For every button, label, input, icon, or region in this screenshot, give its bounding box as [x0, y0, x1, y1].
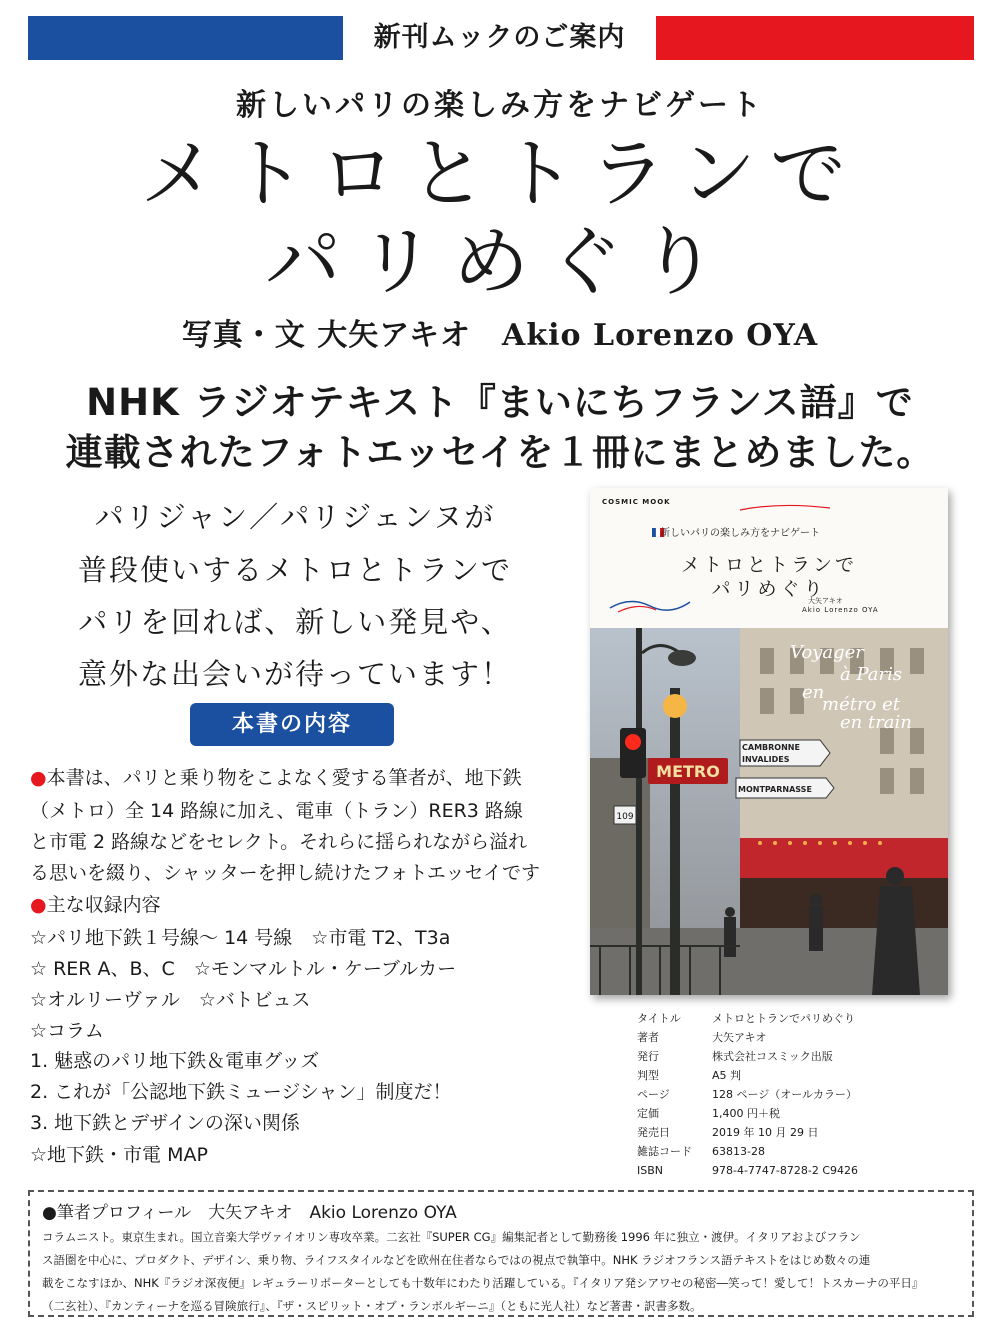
intro-line: パリジャン／パリジェンヌが: [94, 500, 496, 534]
contents-item: 2. これが「公認地下鉄ミュージシャン」制度だ！: [30, 1081, 452, 1103]
cover-script-text: en train: [840, 712, 912, 733]
contents-item: ☆オルリーヴァル ☆バトビュス: [30, 989, 311, 1011]
bullet-icon: ●: [30, 894, 47, 916]
direction-sign-text: CAMBRONNE: [742, 743, 800, 752]
header-blue-bar: [28, 16, 343, 60]
contents-item: ☆コラム: [30, 1020, 104, 1042]
book-cover: [590, 488, 948, 995]
cover-author: 大矢アキオ: [808, 597, 843, 605]
cafe-awning: [740, 838, 948, 878]
intro-line: 普段使いするメトロとトランで: [77, 553, 512, 587]
ribbon-decoration: [740, 505, 830, 510]
cover-script-text: en: [802, 682, 825, 703]
intro-line: パリを回れば、新しい発見や、: [78, 605, 512, 639]
cover-title-1: メトロとトランで: [680, 554, 857, 576]
pedestrian: [872, 886, 920, 995]
contents-item: ☆パリ地下鉄１号線〜 14 号線 ☆市電 T2、T3a: [30, 927, 451, 949]
announcement: 新刊ムックのご案内: [373, 22, 626, 53]
number-sign-text: 109: [616, 812, 634, 822]
flag-icon: [652, 528, 656, 537]
header-red-bar: [656, 16, 974, 60]
contents-item: 3. 地下鉄とデザインの深い関係: [30, 1112, 300, 1134]
profile-line: ス語圏を中心に、プロダクト、デザイン、乗り物、ライフスタイルなどを欧州在住者ならではの視点で執筆中。NHK ラジオフランス語テキストをはじめ数々の連: [42, 1253, 871, 1267]
profile-line: （二玄社）、『カンティーナを巡る冒険旅行』、『ザ・スピリット・オブ・ランボルギーニ』（ともに光人社）など著書・訳書多数。: [42, 1299, 702, 1313]
cover-brand: COSMIC MOOK: [602, 498, 671, 506]
tagline: 新しいパリの楽しみ方をナビゲート: [236, 88, 764, 123]
cover-script-text: à Paris: [840, 664, 903, 685]
contents-item: ☆ RER A、B、C ☆モンマルトル・ケーブルカー: [30, 958, 457, 980]
headline-line-1: NHK ラジオテキスト『まいにちフランス語』で: [86, 381, 914, 424]
title-line-2: パリめぐり: [265, 217, 735, 306]
title-line-1: メトロとトランで: [140, 129, 860, 218]
metro-sign-text: METRO: [656, 762, 720, 781]
headline-line-2: 連載されたフォトエッセイを１冊にまとめました。: [65, 431, 935, 474]
summary-line: ●本書は、パリと乗り物をこよなく愛する筆者が、地下鉄: [30, 767, 522, 789]
profile-line: コラムニスト。東京生まれ。国立音楽大学ヴァイオリン専攻卒業。二玄社『SUPER CG』編集記者として勤務後 1996 年に独立・渡伊。イタリアおよびフラン: [42, 1230, 861, 1244]
profile-heading: ●筆者プロフィール 大矢アキオ Akio Lorenzo OYA: [42, 1203, 457, 1223]
summary-line: （メトロ）全 14 路線に加え、電車（トラン）RER3 路線: [30, 800, 523, 822]
cover-author-en: Akio Lorenzo OYA: [802, 606, 879, 614]
contents-item: ☆地下鉄・市電 MAP: [30, 1144, 208, 1166]
direction-sign-text: INVALIDES: [742, 755, 790, 764]
author-credit: 写真・文 大矢アキオ Akio Lorenzo OYA: [181, 318, 819, 353]
lamp-light: [663, 694, 687, 718]
lamp-post: [636, 628, 642, 995]
cover-script-text: métro et: [822, 694, 901, 715]
cover-photo: [590, 628, 948, 995]
summary-line: る思いを綴り、シャッターを押し続けたフォトエッセイです: [30, 862, 540, 884]
bullet-icon: ●: [30, 767, 47, 789]
intro-line: 意外な出会いが待っています！: [77, 657, 512, 691]
cover-script-text: Voyager: [790, 642, 864, 663]
direction-sign-text: MONTPARNASSE: [738, 785, 812, 794]
cover-title-2: パリめぐり: [711, 578, 827, 600]
main-contents-heading: ●主な収録内容: [30, 894, 161, 916]
contents-badge: 本書の内容: [190, 703, 394, 746]
summary-line: と市電 2 路線などをセレクト。それらに揺られながら溢れ: [30, 831, 528, 853]
ribbon-decoration: [610, 601, 690, 610]
cover-tagline: 新しいパリの楽しみ方をナビゲート: [660, 528, 820, 539]
profile-line: 載をこなすほか、NHK『ラジオ深夜便』レギュラーリポーターとしても十数年にわたり活躍している。『イタリア発シアワセの秘密―笑って！愛して！トスカーナの平日』: [42, 1276, 924, 1290]
contents-item: 1. 魅惑のパリ地下鉄＆電車グッズ: [30, 1050, 320, 1072]
